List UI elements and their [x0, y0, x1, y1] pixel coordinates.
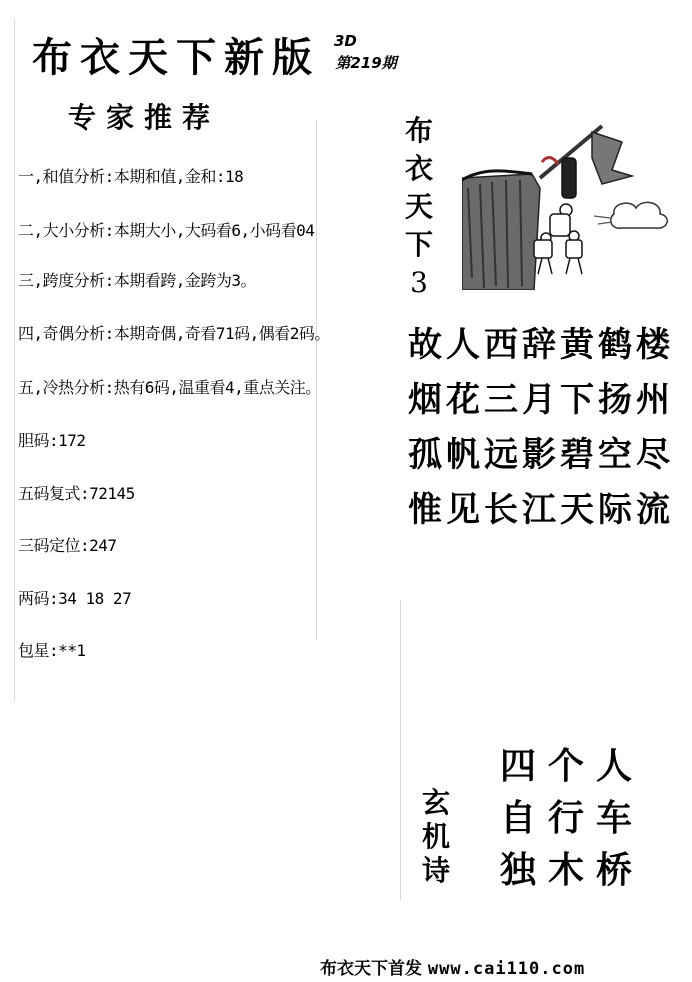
footer-prefix: 布衣天下首发 — [320, 959, 422, 979]
riddle-label-char: 诗 — [421, 854, 450, 887]
analysis-line: 五码复式:72145 — [18, 484, 135, 503]
riddle-label-char: 玄 — [421, 786, 450, 819]
side-char: 布 — [404, 114, 433, 147]
issue-type: 3D — [334, 32, 357, 50]
scan-edge-right — [400, 600, 401, 900]
scan-edge-left — [14, 20, 15, 700]
riddle-poem — [500, 740, 644, 896]
poem-line: 烟花三月下扬州 — [408, 380, 674, 420]
analysis-line: 胆码:172 — [18, 431, 86, 450]
analysis-line: 三,跨度分析:本期看跨,金跨为3。 — [18, 271, 257, 290]
issue-label — [326, 30, 406, 74]
riddle-line: 自行车 — [500, 797, 645, 839]
issue-number: 第219期 — [335, 54, 397, 72]
side-char: 衣 — [404, 152, 433, 185]
poem-line: 孤帆远影碧空尽 — [408, 435, 674, 475]
expert-heading: 专家推荐 — [68, 101, 221, 134]
analysis-line: 四,奇偶分析:本期奇偶,奇看71码,偶看2码。 — [18, 324, 330, 343]
analysis-line: 一,和值分析:本期和值,金和:18 — [18, 167, 244, 186]
poem-line: 故人西辞黄鹤楼 — [408, 325, 674, 365]
footer — [320, 954, 585, 979]
analysis-line: 包星:**1 — [18, 641, 86, 660]
analysis-line: 五,冷热分析:热有6码,温重看4,重点关注。 — [18, 378, 321, 397]
poem-block — [408, 318, 674, 538]
analysis-line: 两码:34 18 27 — [18, 589, 132, 608]
riddle-label — [416, 786, 456, 888]
analysis-line: 三码定位:247 — [18, 536, 117, 555]
side-char: 下 — [404, 228, 433, 261]
side-vertical-label — [402, 112, 436, 302]
page-title: 布衣天下新版 — [32, 34, 320, 81]
poem-line: 惟见长江天际流 — [408, 490, 674, 530]
side-char: 3 — [410, 266, 428, 299]
cartoon-illustration — [462, 118, 682, 290]
riddle-line: 四个人 — [500, 745, 645, 787]
side-char: 天 — [404, 190, 433, 223]
riddle-label-char: 机 — [421, 820, 450, 853]
riddle-line: 独木桥 — [500, 849, 645, 891]
footer-site-link[interactable]: www.cai110.com — [427, 959, 586, 979]
analysis-line: 二,大小分析:本期大小,大码看6,小码看04 — [18, 221, 315, 240]
